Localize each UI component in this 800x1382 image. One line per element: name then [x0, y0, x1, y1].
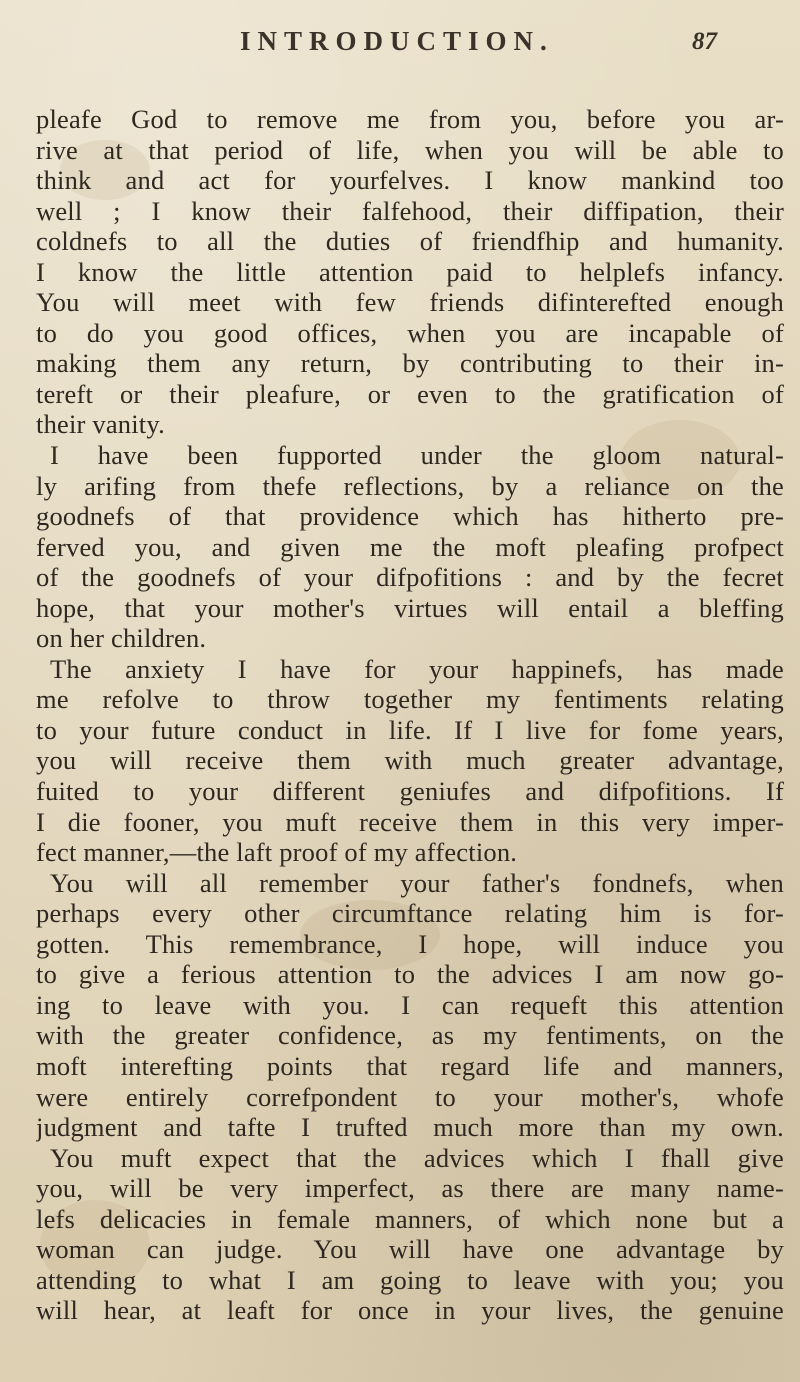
body-text [36, 104, 784, 1326]
text-line: goodnefs of that providence which has hitherto pre- [36, 501, 784, 532]
text-line: of the goodnefs of your difpofitions : and by the fecret [36, 562, 784, 593]
text-line: making them any return, by contributing to their in- [36, 348, 784, 379]
text-line: coldnefs to all the duties of friendfhip and humanity. [36, 226, 784, 257]
text-line: I die fooner, you muft receive them in this very imper- [36, 806, 784, 837]
text-line: tereft or their pleafure, or even to the gratification of [36, 378, 784, 409]
page-number: 87 [692, 28, 717, 55]
text-line: lefs delicacies in female manners, of which none but a [36, 1203, 784, 1234]
text-line: you will receive them with much greater advantage, [36, 745, 784, 776]
text-line: fect manner,—the laft proof of my affection. [36, 837, 518, 868]
text-line: You muft expect that the advices which I fhall give [50, 1142, 784, 1173]
text-line: perhaps every other circumftance relating him is for- [36, 898, 784, 929]
text-line: woman can judge. You will have one advantage by [36, 1234, 784, 1265]
text-line: I know the little attention paid to helplefs infancy. [36, 256, 784, 287]
text-line: moft interefting points that regard life and manners, [36, 1050, 784, 1081]
text-line: to do you good offices, when you are incapable of [36, 317, 784, 348]
text-line: You will meet with few friends difinterefted enough [36, 287, 784, 318]
text-line: you, will be very imperfect, as there are many name- [36, 1173, 784, 1204]
text-line: ferved you, and given me the moft pleafing profpect [36, 531, 784, 562]
text-line: pleafe God to remove me from you, before you ar- [36, 104, 784, 134]
text-line: You will all remember your father's fondnefs, when [50, 867, 784, 898]
text-line: to give a ferious attention to the advices I am now go- [36, 959, 784, 990]
text-line: me refolve to throw together my fentiments relating [36, 684, 784, 715]
text-line: well ; I know their falfehood, their diffipation, their [36, 195, 784, 226]
text-line: I have been fupported under the gloom natural- [50, 440, 784, 471]
text-line: The anxiety I have for your happinefs, has made [50, 653, 784, 684]
text-line: judgment and tafte I trufted much more than my own. [36, 1112, 784, 1143]
text-line: rive at that period of life, when you will be able to [36, 134, 784, 165]
text-line: with the greater confidence, as my fentiments, on the [36, 1020, 784, 1051]
text-line: ing to leave with you. I can requeft this attention [36, 989, 784, 1020]
text-line: to your future conduct in life. If I live for fome years, [36, 714, 784, 745]
text-line: fuited to your different geniufes and difpofitions. If [36, 776, 784, 807]
running-head [0, 18, 800, 68]
text-line: were entirely correfpondent to your mother's, whofe [36, 1081, 784, 1112]
running-head-title: INTRODUCTION. [240, 26, 554, 56]
text-line: will hear, at leaft for once in your lives, the genuine [36, 1295, 784, 1326]
text-line: gotten. This remembrance, I hope, will induce you [36, 928, 784, 959]
text-line: on her children. [36, 623, 207, 654]
text-line: hope, that your mother's virtues will entail a bleffing [36, 592, 784, 623]
text-line: attending to what I am going to leave with you; you [36, 1264, 784, 1295]
text-line: their vanity. [36, 409, 165, 440]
text-line: think and act for yourfelves. I know mankind too [36, 165, 784, 196]
text-line: ly arifing from thefe reflections, by a reliance on the [36, 470, 784, 501]
